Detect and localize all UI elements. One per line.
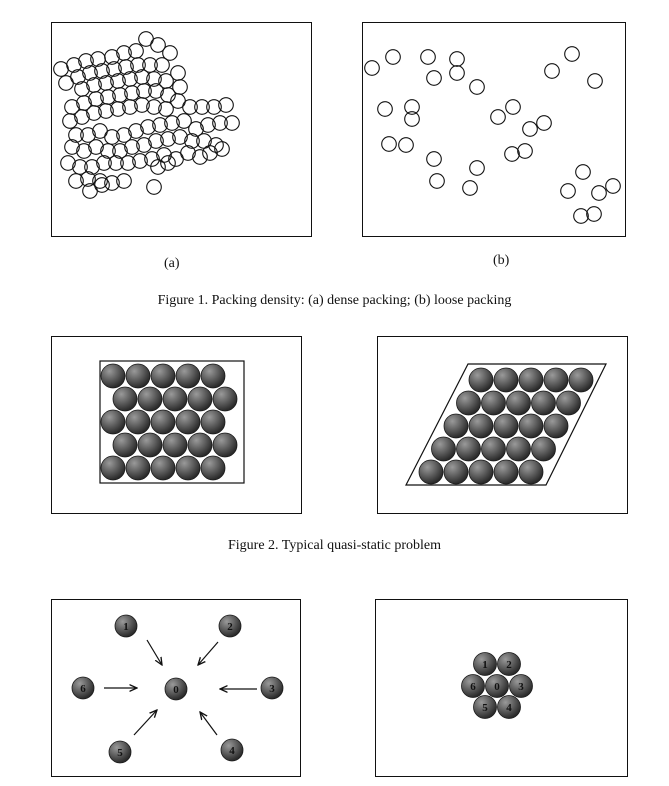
sphere: [532, 437, 556, 461]
sphere: [494, 368, 518, 392]
particle-glyph: [399, 138, 414, 153]
particle-glyph: [592, 186, 607, 201]
particle-glyph: [59, 76, 74, 91]
particle-glyph: [365, 61, 380, 76]
sphere: [469, 368, 493, 392]
sphere: [569, 368, 593, 392]
sphere: [101, 410, 125, 434]
sphere: [176, 410, 200, 434]
particle-glyph: [450, 52, 465, 67]
figure2-caption: Figure 2. Typical quasi-static problem: [228, 538, 441, 553]
particle-label: 1: [482, 659, 488, 671]
particle-glyph: [61, 156, 76, 171]
particle-glyph: [382, 137, 397, 152]
sphere: [532, 391, 556, 415]
motion-arrow: [134, 710, 157, 735]
sphere: [188, 433, 212, 457]
sphere: [101, 364, 125, 388]
sphere: [519, 414, 543, 438]
sphere: [469, 460, 493, 484]
sphere: [457, 437, 481, 461]
particle-label: 1: [123, 621, 129, 633]
figure3-panel-right: [375, 599, 628, 777]
sphere: [419, 460, 443, 484]
particle-label: 4: [506, 702, 512, 714]
particle-glyph: [491, 110, 506, 125]
dense-packing-diagram: [52, 23, 310, 235]
particle-glyph: [576, 165, 591, 180]
particle-glyph: [574, 209, 589, 224]
sphere: [163, 433, 187, 457]
sphere: [138, 387, 162, 411]
motion-arrow: [200, 712, 217, 735]
rectangular-packing-diagram: [52, 337, 300, 512]
sphere: [126, 410, 150, 434]
particle-glyph: [537, 116, 552, 131]
particle-glyph: [588, 74, 603, 89]
sphere: [507, 437, 531, 461]
particle-glyph: [450, 66, 465, 81]
sphere: [507, 391, 531, 415]
figure3-panel-left: [51, 599, 301, 777]
figure2-panel-right: [377, 336, 628, 514]
sphere: [444, 414, 468, 438]
sphere: [201, 364, 225, 388]
sphere: [213, 433, 237, 457]
sphere: [126, 456, 150, 480]
sphere: [482, 391, 506, 415]
loose-packing-diagram: [363, 23, 624, 235]
sphere: [432, 437, 456, 461]
sphere: [176, 364, 200, 388]
sphere: [151, 456, 175, 480]
figure1-panel-b: [362, 22, 626, 237]
particle-glyph: [470, 80, 485, 95]
particle-glyph: [427, 71, 442, 86]
particle-label: 3: [269, 683, 275, 695]
particle-label: 5: [117, 747, 123, 759]
particle-glyph: [427, 152, 442, 167]
particle-glyph: [518, 144, 533, 159]
particle-glyph: [565, 47, 580, 62]
sphere: [151, 410, 175, 434]
particle-glyph: [587, 207, 602, 222]
particle-label: 4: [229, 745, 235, 757]
sphere: [544, 368, 568, 392]
sphere: [176, 456, 200, 480]
particle-glyph: [523, 122, 538, 137]
particle-glyph: [147, 180, 162, 195]
sphere: [519, 460, 543, 484]
motion-arrow: [198, 642, 218, 665]
particles-cluster-diagram: [376, 600, 626, 775]
sphere: [101, 456, 125, 480]
particle-glyph: [506, 100, 521, 115]
particle-label: 0: [494, 681, 500, 693]
parallelogram-packing-diagram: [378, 337, 626, 512]
sphere: [151, 364, 175, 388]
particle-label: 6: [470, 681, 476, 693]
particle-glyph: [161, 156, 176, 171]
particle-glyph: [95, 178, 110, 193]
particle-glyph: [463, 181, 478, 196]
particle-glyph: [386, 50, 401, 65]
particle-glyph: [378, 102, 393, 117]
particle-glyph: [545, 64, 560, 79]
sphere: [163, 387, 187, 411]
figure1-label-b: (b): [493, 253, 510, 268]
particle-label: 6: [80, 683, 86, 695]
sphere: [469, 414, 493, 438]
particle-label: 3: [518, 681, 524, 693]
sphere: [494, 460, 518, 484]
particle-glyph: [505, 147, 520, 162]
sphere: [519, 368, 543, 392]
particle-glyph: [54, 62, 69, 77]
figure1-label-a: (a): [164, 256, 180, 271]
sphere: [113, 387, 137, 411]
sphere: [188, 387, 212, 411]
particle-glyph: [151, 160, 166, 175]
particle-glyph: [606, 179, 621, 194]
particle-glyph: [171, 66, 186, 81]
figure1-caption: Figure 1. Packing density: (a) dense packing; (b) loose packing: [157, 293, 512, 308]
sphere: [213, 387, 237, 411]
particle-glyph: [430, 174, 445, 189]
particle-label: 0: [173, 684, 179, 696]
particle-glyph: [470, 161, 485, 176]
sphere: [544, 414, 568, 438]
sphere: [138, 433, 162, 457]
motion-arrow: [147, 640, 162, 665]
sphere: [201, 456, 225, 480]
figure1-panel-a: [51, 22, 312, 237]
particles-converging-diagram: [52, 600, 299, 775]
sphere: [482, 437, 506, 461]
sphere: [444, 460, 468, 484]
particle-label: 2: [227, 621, 233, 633]
sphere: [494, 414, 518, 438]
sphere: [557, 391, 581, 415]
sphere: [113, 433, 137, 457]
particle-label: 2: [506, 659, 512, 671]
sphere: [126, 364, 150, 388]
figure2-panel-left: [51, 336, 302, 514]
particle-glyph: [421, 50, 436, 65]
sphere: [457, 391, 481, 415]
particle-label: 5: [482, 702, 488, 714]
sphere: [201, 410, 225, 434]
particle-glyph: [561, 184, 576, 199]
